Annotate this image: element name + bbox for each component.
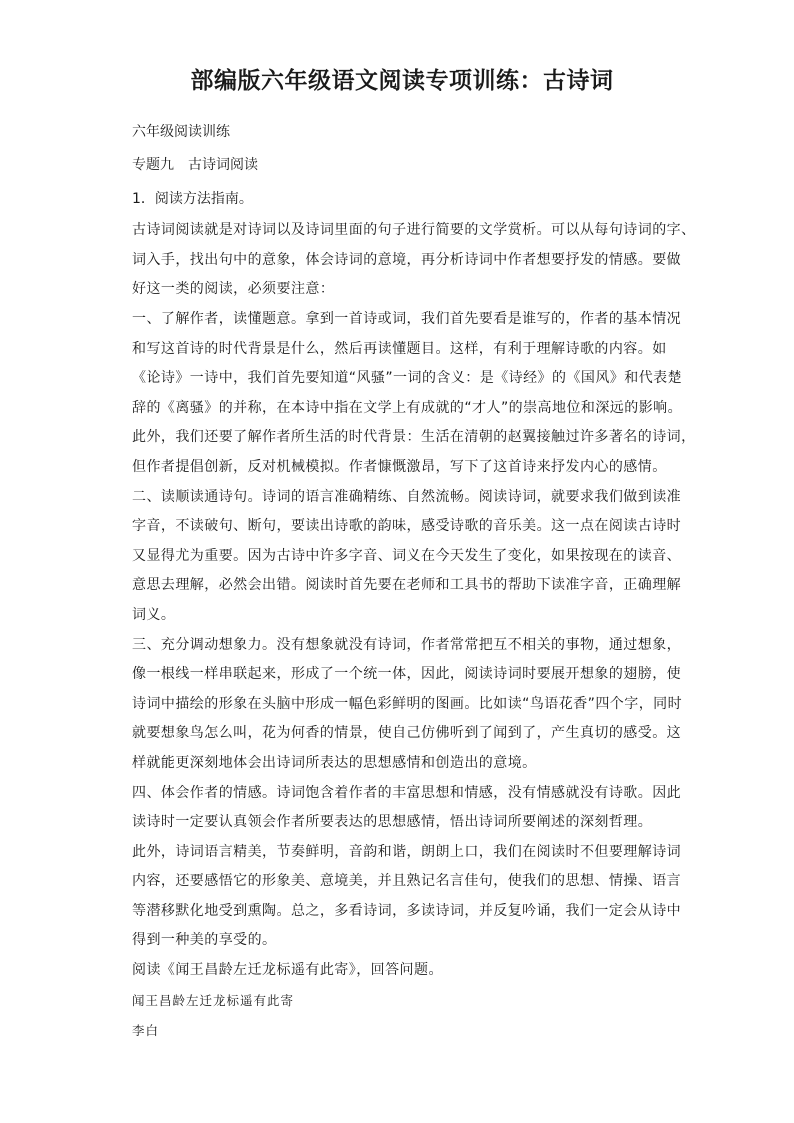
point-two-paragraph	[132, 483, 682, 631]
document-title: 部编版六年级语文阅读专项训练：古诗词	[190, 68, 614, 94]
text-line: 又显得尤为重要。因为古诗中许多字音、词义在今天发生了变化，如果按现在的读音、	[132, 547, 682, 564]
text-line: 《论诗》一诗中，我们首先要知道“风骚”一词的含义：是《诗经》的《国风》和代表楚	[132, 370, 683, 387]
text-line: 得到一种美的享受的。	[132, 932, 277, 949]
point-one-paragraph	[132, 305, 696, 483]
point-three-paragraph	[132, 631, 683, 779]
section-heading: 1．阅读方法指南。	[132, 190, 253, 207]
text-line: 词入手，找出句中的意象，体会诗词的意境，再分析诗词中作者想要抒发的情感。要做	[132, 251, 682, 268]
text-line: 三、充分调动想象力。没有想象就没有诗词，作者常常把互不相关的事物，通过想象，	[132, 636, 682, 653]
text-line: 和写这首诗的时代背景是什么，然后再读懂题目。这样，有利于理解诗歌的内容。如	[132, 340, 667, 357]
poem-title: 闻王昌龄左迁龙标遥有此寄	[132, 992, 295, 1008]
text-line: 辞的《离骚》的并称，在本诗中指在文学上有成就的“才人”的崇高地位和深远的影响。	[132, 399, 683, 416]
text-line: 等潜移默化地受到熏陶。总之，多看诗词，多读诗词，并反复吟诵，我们一定会从诗中	[132, 902, 682, 919]
text-line: 此外，诗词语言精美，节奏鲜明，音韵和谐，朗朗上口，我们在阅读时不但要理解诗词	[132, 843, 682, 860]
text-line: 诗词中描绘的形象在头脑中形成一幅色彩鲜明的图画。比如读“鸟语花香”四个字，同时	[132, 695, 683, 712]
reading-prompt: 阅读《闻王昌龄左迁龙标遥有此寄》，回答问题。	[132, 962, 443, 979]
text-line: 古诗词阅读就是对诗词以及诗词里面的句子进行简要的文学赏析。可以从每句诗词的字、	[132, 222, 696, 239]
subtitle: 六年级阅读训练	[132, 124, 230, 140]
text-line: 像一根线一样串联起来，形成了一个统一体，因此，阅读诗词时要展开想象的翅膀，使	[132, 666, 682, 683]
text-line: 词义。	[132, 606, 176, 623]
text-line: 四、体会作者的情感。诗词饱含着作者的丰富思想和情感，没有情感就没有诗歌。因此	[132, 784, 682, 801]
text-line: 一、了解作者，读懂题意。拿到一首诗或词，我们首先要看是谁写的，作者的基本情况	[132, 311, 682, 327]
intro-paragraph	[132, 216, 696, 305]
text-line: 内容，还要感悟它的形象美、意境美，并且熟记名言佳句，使我们的思想、情操、语言	[132, 873, 682, 890]
text-line: 样就能更深刻地体会出诗词所表达的思想感情和创造出的意境。	[132, 754, 537, 771]
point-four-paragraph	[132, 779, 682, 957]
topic-heading: 专题九 古诗词阅读	[132, 157, 258, 174]
text-line: 就要想象鸟怎么叫，花为何香的情景，使自己仿佛听到了闻到了，产生真切的感受。这	[132, 725, 682, 742]
text-line: 但作者提倡创新，反对机械模拟。作者慷慨激昂，写下了这首诗来抒发内心的感情。	[132, 458, 667, 475]
text-line: 此外，我们还要了解作者所生活的时代背景：生活在清朝的赵翼接触过许多著名的诗词，	[132, 429, 696, 446]
text-line: 读诗时一定要认真领会作者所要表达的思想感情，悟出诗词所要阐述的深刻哲理。	[132, 814, 653, 831]
poem-author: 李白	[132, 1022, 160, 1038]
text-line: 字音，不读破句、断句，要读出诗歌的韵味，感受诗歌的音乐美。这一点在阅读古诗时	[132, 518, 682, 535]
text-line: 二、读顺读通诗句。诗词的语言准确精练、自然流畅。阅读诗词，就要求我们做到读准	[132, 488, 682, 505]
text-line: 意思去理解，必然会出错。阅读时首先要在老师和工具书的帮助下读准字音，正确理解	[132, 577, 682, 594]
text-line: 好这一类的阅读，必须要注意：	[132, 281, 335, 298]
